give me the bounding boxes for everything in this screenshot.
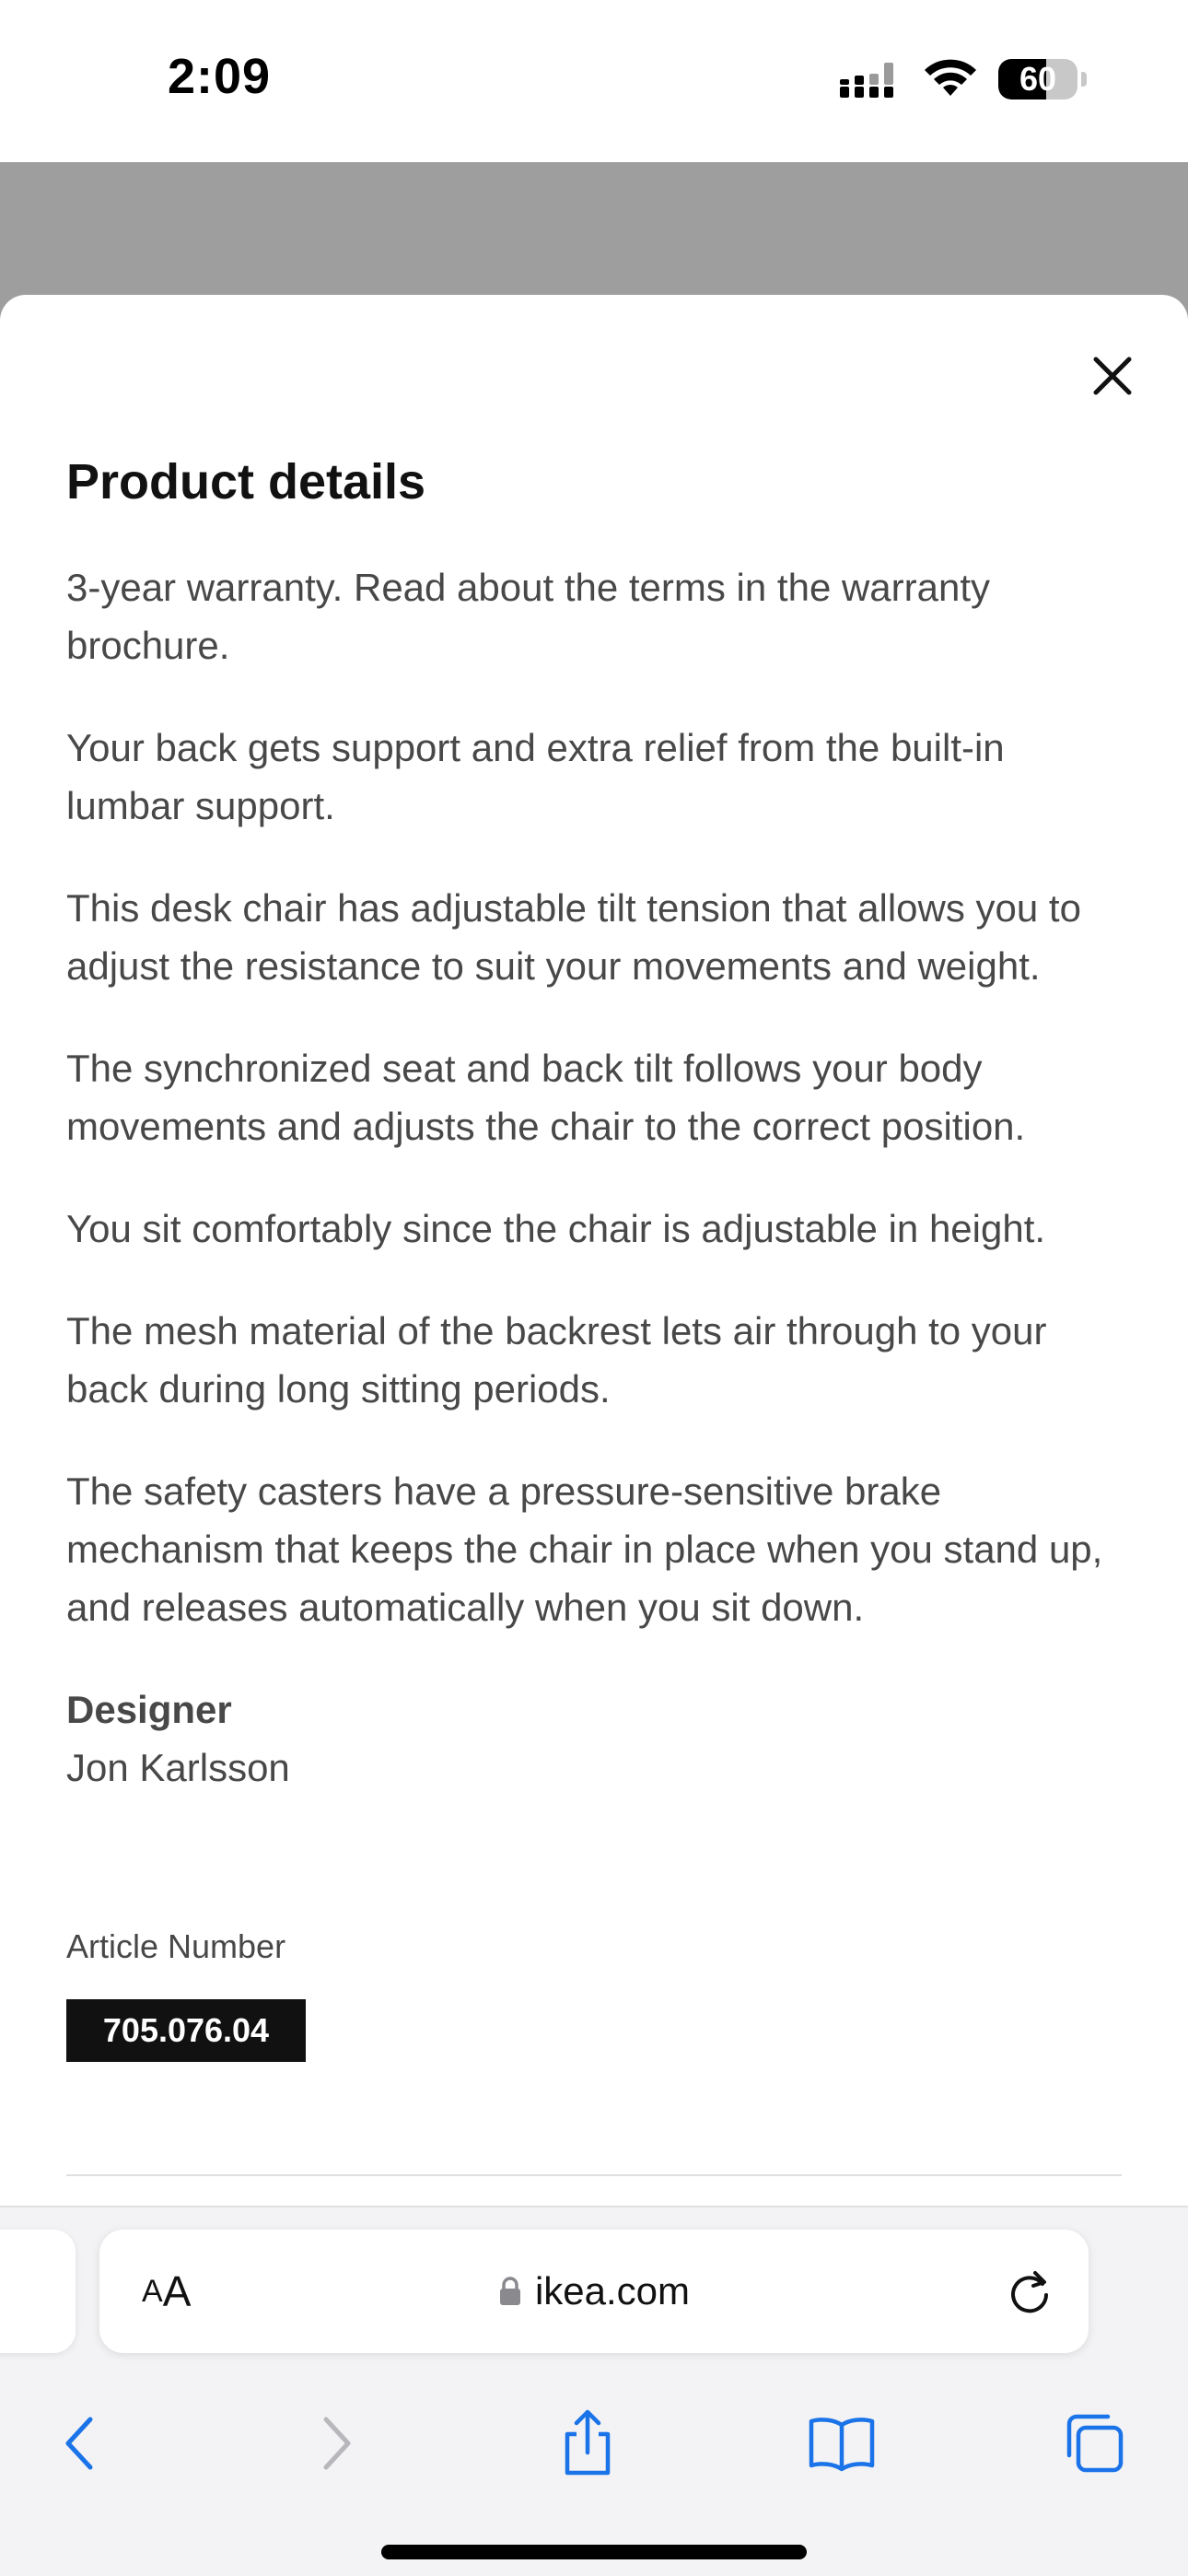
detail-paragraph: The safety casters have a pressure-sensitive brake mechanism that keeps the chair in place when you stand up, and releases automatically when you sit down.	[66, 1469, 1103, 1629]
detail-paragraph: You sit comfortably since the chair is adjustable in height.	[66, 1207, 1046, 1250]
url-display[interactable]	[99, 2230, 1089, 2353]
sheet-title: Product details	[66, 454, 426, 509]
designer-label: Designer	[66, 1688, 232, 1731]
article-number-badge: 705.076.04	[66, 1999, 306, 2062]
share-icon	[558, 2408, 617, 2478]
battery-level: 60	[1019, 60, 1057, 98]
battery-tip	[1081, 72, 1087, 87]
aa-small-label: A	[142, 2273, 163, 2309]
status-time: 2:09	[168, 49, 272, 104]
browser-bottom-bar	[0, 2206, 1188, 2576]
detail-paragraph: This desk chair has adjustable tilt tension that allows you to adjust the resistance to suit your movements and weight.	[66, 886, 1081, 988]
cellular-signal-icon	[838, 59, 903, 100]
forward-arrow-icon	[319, 2414, 355, 2473]
share-button[interactable]	[542, 2388, 634, 2499]
designer-name: Jon Karlsson	[66, 1746, 290, 1789]
browser-toolbar	[0, 2388, 1188, 2499]
address-bar[interactable]	[99, 2230, 1089, 2353]
forward-button[interactable]	[291, 2388, 383, 2499]
back-arrow-icon	[61, 2414, 98, 2473]
previous-tab-preview[interactable]	[0, 2230, 76, 2353]
reload-button[interactable]	[1002, 2264, 1057, 2319]
detail-paragraph: The mesh material of the backrest lets air through to your back during long sitting periods.	[66, 1309, 1047, 1411]
detail-paragraph: Your back gets support and extra relief from the built-in lumbar support.	[66, 726, 1005, 827]
product-details-sheet	[0, 295, 1188, 2207]
home-indicator[interactable]	[381, 2545, 807, 2559]
bookmarks-button[interactable]	[796, 2388, 888, 2499]
book-icon	[808, 2414, 876, 2473]
tabs-button[interactable]	[1048, 2388, 1140, 2499]
divider	[66, 2174, 1122, 2176]
status-bar	[0, 0, 1188, 162]
wifi-icon	[923, 59, 978, 100]
detail-paragraph: 3-year warranty. Read about the terms in the warranty brochure.	[66, 566, 991, 667]
reload-icon	[1002, 2264, 1057, 2319]
article-number-label: Article Number	[66, 1927, 286, 1965]
lock-icon	[498, 2277, 522, 2306]
product-description	[66, 558, 1125, 1797]
detail-paragraph: The synchronized seat and back tilt follows your body movements and adjusts the chair to the correct position.	[66, 1047, 1026, 1148]
url-text: ikea.com	[534, 2269, 691, 2313]
tabs-icon	[1062, 2411, 1126, 2476]
close-button[interactable]	[1079, 343, 1146, 409]
battery-indicator	[998, 59, 1077, 100]
aa-large-label: A	[162, 2267, 192, 2315]
close-icon	[1092, 356, 1133, 396]
status-icons	[838, 55, 1087, 103]
back-button[interactable]	[33, 2388, 125, 2499]
